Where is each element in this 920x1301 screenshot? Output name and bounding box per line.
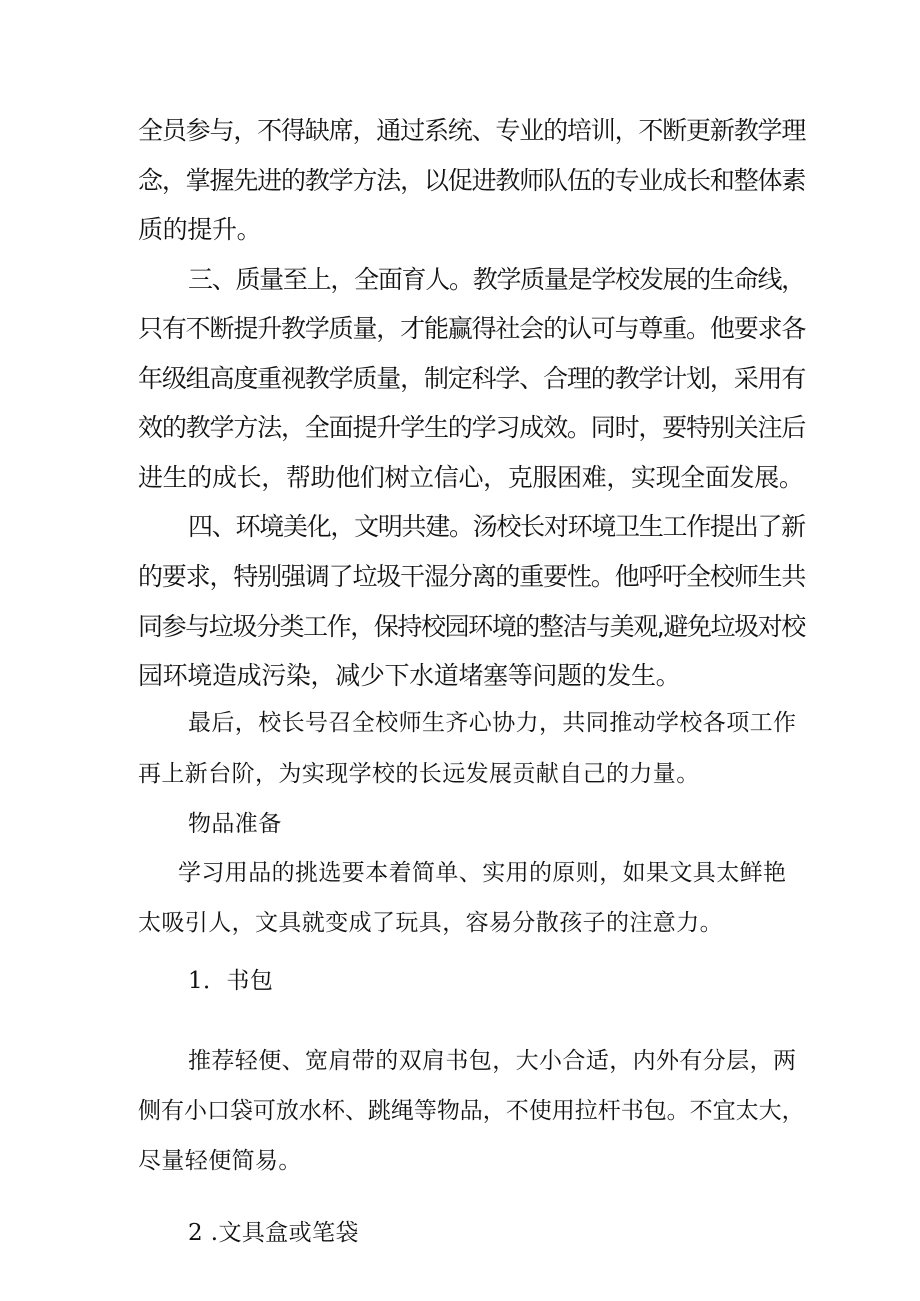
paragraph-line: 年级组高度重视教学质量，制定科学、合理的教学计划，采用有 — [138, 364, 806, 393]
paragraph-line: 同参与垃圾分类工作，保持校园环境的整洁与美观,避免垃圾对校 — [138, 612, 805, 641]
paragraph-line: 进生的成长，帮助他们树立信心，克服困难，实现全面发展。 — [138, 463, 804, 492]
paragraph-line: 侧有小口袋可放水杯、跳绳等物品，不使用拉杆书包。不宜太大， — [138, 1098, 805, 1124]
section-heading: 物品准备 — [188, 811, 282, 837]
paragraph-line: 太吸引人，文具就变成了玩具，容易分散孩子的注意力。 — [138, 910, 723, 936]
paragraph-line: 全员参与，不得缺席，通过系统、专业的培训，不断更新教学理 — [138, 116, 806, 145]
paragraph-line: 念，掌握先进的教学方法，以促进教师队伍的专业成长和整体素 — [138, 166, 806, 195]
paragraph-line: 再上新台阶，为实现学校的长远发展贡献自己的力量。 — [138, 761, 700, 787]
paragraph-line: 学习用品的挑选要本着简单、实用的原则，如果文具太鲜艳 — [178, 860, 787, 886]
paragraph-line: 园环境造成污染，减少下水道堵塞等问题的发生。 — [138, 661, 681, 690]
paragraph-line: 三、质量至上，全面育人。教学质量是学校发展的生命线， — [188, 265, 805, 294]
paragraph-line: 四、环境美化，文明共建。汤校长对环境卫生工作提出了新 — [188, 512, 805, 541]
list-item-heading: 1．书包 — [188, 968, 274, 994]
paragraph-line: 最后，校长号召全校师生齐心协力，共同推动学校各项工作 — [188, 710, 797, 736]
paragraph-line: 只有不断提升教学质量，才能赢得社会的认可与尊重。他要求各 — [138, 314, 806, 343]
paragraph-line: 推荐轻便、宽肩带的双肩书包，大小合适，内外有分层，两 — [188, 1048, 797, 1074]
list-item-heading: 2 .文具盒或笔袋 — [188, 1220, 359, 1246]
paragraph-line: 效的教学方法，全面提升学生的学习成效。同时，要特别关注后 — [138, 413, 806, 442]
paragraph-line: 的要求，特别强调了垃圾干湿分离的重要性。他呼吁全校师生共 — [138, 562, 806, 591]
paragraph-line: 质的提升。 — [138, 215, 262, 244]
paragraph-line: 尽量轻便简易。 — [138, 1148, 302, 1174]
